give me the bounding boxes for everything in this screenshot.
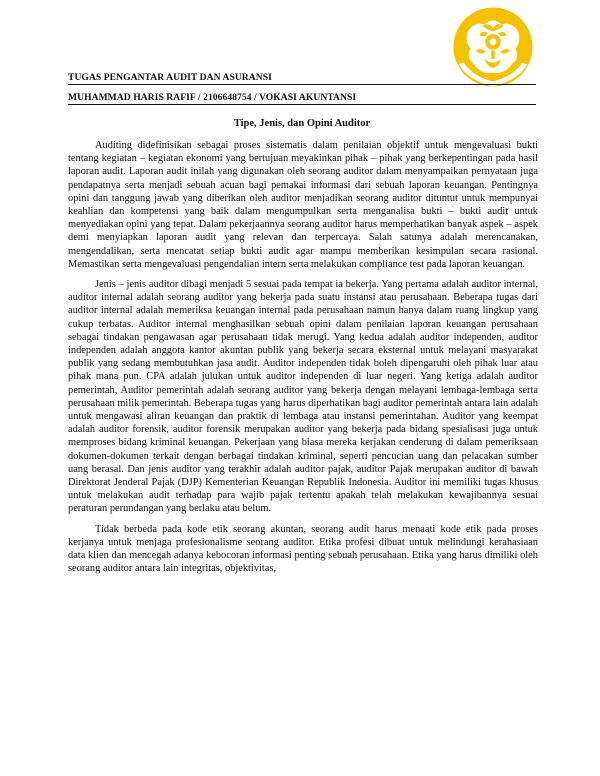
header-divider <box>68 104 536 105</box>
paragraph: Jenis – jenis auditor dibagi menjadi 5 sesuai pada tempat ia bekerja. Yang pertama adalah auditor internal, auditor internal adalah seorang auditor yang bekerja pada suatu instansi atau perusahaan. Beberapa tugas dari auditor internal adalah memeriksa keuangan internal pada perusahaan namun hanya dalam ruang lingkup yang cukup terbatas. Auditor internal menghasilkan sebuah opini dalam penilaian laporan keuangan perusahaan sebagai tindakan pengawasan agar perusahaan tidak merugi. Yang kedua adalah auditor independen, auditor independen adalah anggota kantor akuntan publik yang bekerja secara eksternal untuk melayani masyarakat publik yang sedang membutuhkan jasa audit. Auditor independen tidak boleh dipengaruhi oleh pihak luar atau pihak mana pun. CPA adalah julukan untuk auditor independen di luar negeri. Yang ketiga adalah auditor pemerintah, Auditor pemerintah adalah seorang auditor yang bekerja dengan melayani lembaga-lembaga serta perusahaan milik pemerintah. Beberapa tugas yang harus diperhatikan bagi auditor pemerintah antara lain adalah untuk mengawasi aliran keuangan dan praktik di lembaga atau instansi pemerintahan. Auditor yang keempat adalah auditor forensik, auditor forensik merupakan auditor yang bekerja pada bidang spesialisasi juga untuk memproses bidang kriminal keuangan. Pekerjaan yang biasa mereka kerjakan cenderung di dalam pemeriksaan dokumen-dokumen terkait dengan berbagai tindakan kriminal, seperti pencucian uang dan pelacakan sumber uang berasal. Dan jenis auditor yang terakhir adalah auditor pajak, auditor Pajak merupakan auditor di bawah Direktorat Jenderal Pajak (DJP) Kementerian Keuangan Republik Indonesia. Auditor ini memiliki tugas khusus untuk melakukan audit terhadap para wajib pajak tertentu apakah telah melakukan kewajibannya sesuai peraturan perundangan yang berlaku atau belum. <box>68 279 538 515</box>
course-header: TUGAS PENGANTAR AUDIT DAN ASURANSI <box>68 72 272 83</box>
header-divider <box>68 84 536 85</box>
university-logo-icon <box>450 4 536 90</box>
document-title: Tipe, Jenis, dan Opini Auditor <box>233 118 371 129</box>
document-body <box>68 139 538 583</box>
paragraph: Tidak berbeda pada kode etik seorang akuntan, seorang audit harus menaati kode etik pada proses kerjanya untuk menjaga profesionalisme seorang auditor. Etika profesi dibuat untuk melindungi kerahasiaan data klien dan mencegah adanya kebocoran informasi penting sebuah perusahaan. Etika yang harus dimiliki oleh seorang auditor antara lain integritas, objektivitas, <box>68 523 538 575</box>
paragraph: Auditing didefinisikan sebagai proses sistematis dalam penilaian objektif untuk mengevaluasi bukti tentang kegiatan – kegiatan ekonomi yang bertujuan meyakinkan pihak – pihak yang berkepentingan pada hasil laporan audit. Laporan audit inilah yang digunakan oleh seorang auditor dalam menyampaikan pernyataan juga pendapatnya serta menjadi sebuah acuan bagi pemakai informasi dari sebuah laporan keuangan. Pentingnya opini dan tanggung jawab yang diberikan oleh auditor menjadikan seorang auditor dituntut untuk mempunyai keahlian dan kompetensi yang baik dalam mengumpulkan serta menganalisa bukti – bukti audit untuk menyediakan opini yang tepat. Dalam pekerjaannya seorang auditor harus memperhatikan banyak aspek – aspek demi menyiapkan laporan audit yang relevan dan terpercaya. Salah satunya adalah merencanakan, mengendalikan, serta mencatat setiap bukti audit agar mampu memberikan kesimpulan secara rasional. Memastikan serta mengevaluasi pengendalian intern serta melakukan compliance test pada laporan keuangan. <box>68 140 538 270</box>
student-header: MUHAMMAD HARIS RAFIF / 2106648754 / VOKASI AKUNTANSI <box>68 92 357 103</box>
